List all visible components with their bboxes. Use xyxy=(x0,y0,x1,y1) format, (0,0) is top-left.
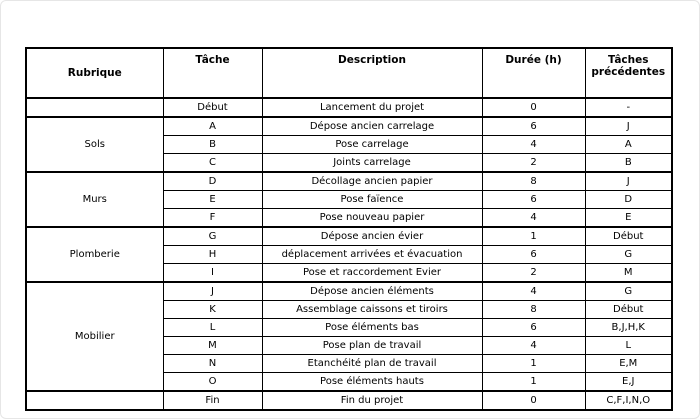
table-row xyxy=(26,98,672,117)
precedentes-cell: D xyxy=(585,191,672,209)
description-cell: Pose et raccordement Evier xyxy=(262,264,482,283)
precedentes-cell: B,J,H,K xyxy=(585,319,672,337)
precedentes-cell: E xyxy=(585,209,672,228)
duree-cell: 1 xyxy=(482,355,585,373)
precedentes-cell: G xyxy=(585,282,672,301)
duree-cell: 6 xyxy=(482,117,585,136)
duree-cell: 8 xyxy=(482,301,585,319)
precedentes-cell: Début xyxy=(585,301,672,319)
precedentes-cell: E,M xyxy=(585,355,672,373)
description-cell: Assemblage caissons et tiroirs xyxy=(262,301,482,319)
precedentes-cell: J xyxy=(585,172,672,191)
header-rubrique: Rubrique xyxy=(26,48,163,98)
precedentes-cell: L xyxy=(585,337,672,355)
duree-cell: 0 xyxy=(482,391,585,410)
header-tache: Tâche xyxy=(163,48,262,98)
duree-cell: 4 xyxy=(482,209,585,228)
tache-cell: I xyxy=(163,264,262,283)
description-cell: Dépose ancien évier xyxy=(262,227,482,246)
tache-cell: O xyxy=(163,373,262,392)
tache-cell: C xyxy=(163,154,262,173)
duree-cell: 0 xyxy=(482,98,585,117)
description-cell: Dépose ancien carrelage xyxy=(262,117,482,136)
tache-cell: B xyxy=(163,136,262,154)
description-cell: Pose plan de travail xyxy=(262,337,482,355)
duree-cell: 6 xyxy=(482,191,585,209)
precedentes-cell: Début xyxy=(585,227,672,246)
precedentes-cell: C,F,I,N,O xyxy=(585,391,672,410)
description-cell: Dépose ancien éléments xyxy=(262,282,482,301)
rubrique-cell: Murs xyxy=(26,172,163,227)
description-cell: Pose faïence xyxy=(262,191,482,209)
duree-cell: 1 xyxy=(482,227,585,246)
tache-cell: A xyxy=(163,117,262,136)
tache-cell: G xyxy=(163,227,262,246)
header-description: Description xyxy=(262,48,482,98)
tache-cell: J xyxy=(163,282,262,301)
tache-cell: Début xyxy=(163,98,262,117)
duree-cell: 8 xyxy=(482,172,585,191)
description-cell: Pose éléments hauts xyxy=(262,373,482,392)
precedentes-cell: - xyxy=(585,98,672,117)
duree-cell: 2 xyxy=(482,154,585,173)
description-cell: Pose nouveau papier xyxy=(262,209,482,228)
table-row xyxy=(26,391,672,410)
tache-cell: F xyxy=(163,209,262,228)
table-row xyxy=(26,172,672,191)
header-precedentes: Tâches précédentes xyxy=(585,48,672,98)
header-duree: Durée (h) xyxy=(482,48,585,98)
tache-cell: D xyxy=(163,172,262,191)
tache-cell: N xyxy=(163,355,262,373)
duree-cell: 4 xyxy=(482,337,585,355)
rubrique-cell: Sols xyxy=(26,117,163,172)
precedentes-cell: E,J xyxy=(585,373,672,392)
description-cell: Décollage ancien papier xyxy=(262,172,482,191)
precedentes-cell: G xyxy=(585,246,672,264)
precedentes-cell: M xyxy=(585,264,672,283)
task-schedule-table xyxy=(25,47,673,411)
description-cell: Joints carrelage xyxy=(262,154,482,173)
rubrique-cell: Mobilier xyxy=(26,282,163,391)
description-cell: Pose éléments bas xyxy=(262,319,482,337)
duree-cell: 6 xyxy=(482,319,585,337)
description-cell: Pose carrelage xyxy=(262,136,482,154)
duree-cell: 6 xyxy=(482,246,585,264)
table-row xyxy=(26,117,672,136)
rubrique-cell xyxy=(26,391,163,410)
rubrique-cell: Plomberie xyxy=(26,227,163,282)
tache-cell: E xyxy=(163,191,262,209)
tache-cell: L xyxy=(163,319,262,337)
description-cell: Lancement du projet xyxy=(262,98,482,117)
description-cell: Fin du projet xyxy=(262,391,482,410)
duree-cell: 4 xyxy=(482,282,585,301)
description-cell: Etanchéité plan de travail xyxy=(262,355,482,373)
description-cell: déplacement arrivées et évacuation xyxy=(262,246,482,264)
tache-cell: Fin xyxy=(163,391,262,410)
duree-cell: 4 xyxy=(482,136,585,154)
table-row xyxy=(26,282,672,301)
precedentes-cell: B xyxy=(585,154,672,173)
table-row xyxy=(26,227,672,246)
tache-cell: M xyxy=(163,337,262,355)
duree-cell: 1 xyxy=(482,373,585,392)
header-row xyxy=(26,48,672,98)
tache-cell: H xyxy=(163,246,262,264)
duree-cell: 2 xyxy=(482,264,585,283)
tache-cell: K xyxy=(163,301,262,319)
rubrique-cell xyxy=(26,98,163,117)
precedentes-cell: A xyxy=(585,136,672,154)
precedentes-cell: J xyxy=(585,117,672,136)
